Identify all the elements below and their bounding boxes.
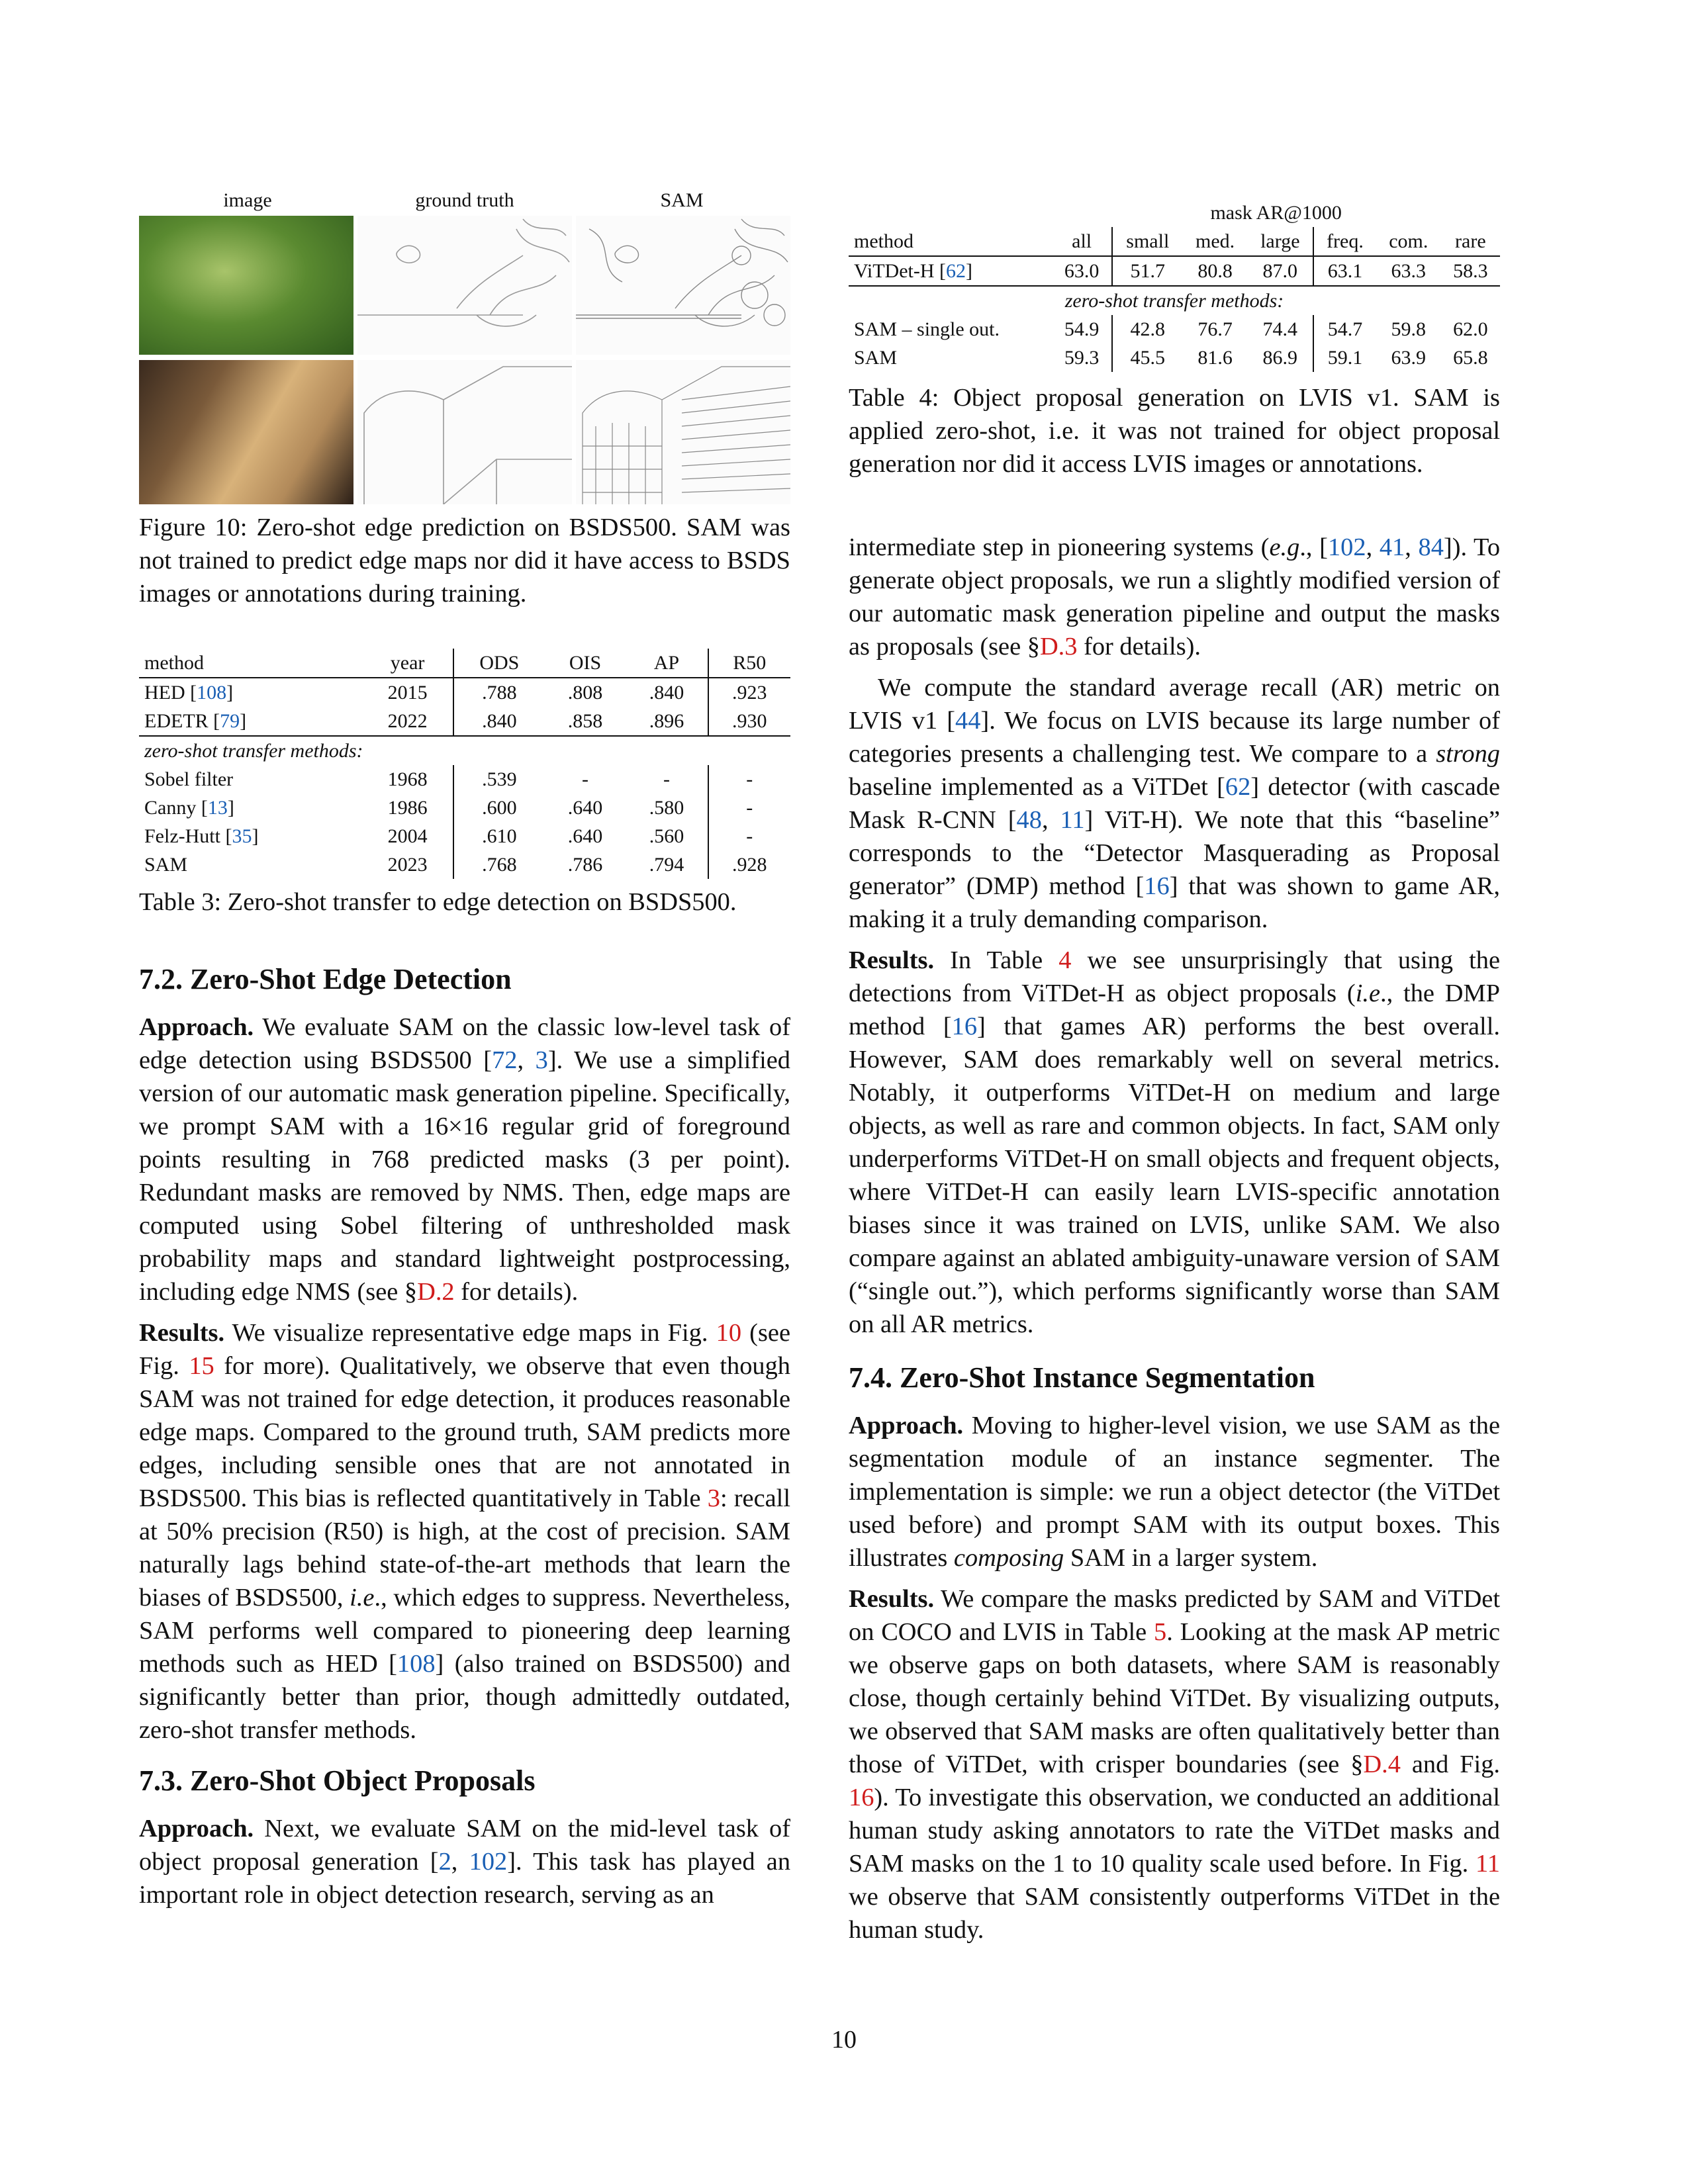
- table-cell-method: Sobel filter: [144, 768, 234, 790]
- table-cell: .560: [649, 825, 684, 847]
- table-cell: .610: [453, 822, 545, 850]
- table-header-cell: all: [1072, 230, 1092, 252]
- table-header-cell: R50: [708, 649, 790, 678]
- citation-link[interactable]: 13: [207, 796, 228, 819]
- building-photo: [139, 360, 353, 504]
- citation-link[interactable]: 41: [1379, 533, 1405, 561]
- plant-photo: [139, 216, 353, 355]
- table-3-caption: Table 3: Zero-shot transfer to edge detection on BSDS500.: [139, 888, 737, 916]
- table-cell: .930: [708, 707, 790, 736]
- table-cell: 63.3: [1376, 256, 1441, 286]
- citation-link[interactable]: 35: [232, 825, 252, 847]
- building-sam-edges: [576, 360, 790, 504]
- figure-header-sam: SAM: [660, 189, 704, 211]
- paragraph-7-4-approach: Approach. Moving to higher-level vision, we use SAM as the segmentation module of an instance segmenter. The implementation is simple: we run a object detector (the ViTDet used before) and prompt SAM with its output boxes. This illustrates composing SAM in a larger system.: [849, 1412, 1500, 1572]
- citation-link[interactable]: 108: [397, 1650, 436, 1678]
- figure-header-image: image: [223, 189, 272, 211]
- table-cell: 54.7: [1313, 315, 1376, 343]
- citation-link[interactable]: 108: [197, 681, 227, 704]
- table-header-cell: freq.: [1313, 227, 1376, 256]
- figure-link[interactable]: 10: [716, 1319, 742, 1347]
- table-cell: 54.9: [1064, 318, 1100, 340]
- figure-link[interactable]: 15: [189, 1352, 214, 1380]
- table-header-cell: rare: [1455, 230, 1486, 252]
- citation-link[interactable]: 102: [1327, 533, 1366, 561]
- table-header-row: [849, 227, 1500, 256]
- table-header-cell: com.: [1389, 230, 1429, 252]
- table-row: [849, 343, 1500, 372]
- table-4: [849, 199, 1500, 480]
- table-cell: 63.0: [1052, 256, 1112, 286]
- table-cell-method: SAM – single out.: [854, 318, 1000, 340]
- table-cell: 42.8: [1112, 315, 1183, 343]
- table-link[interactable]: 5: [1154, 1618, 1167, 1646]
- paragraph-7-4-results: Results. We compare the masks predicted by SAM and ViTDet on COCO and LVIS in Table 5. Looking at the mask AP metric we observe gaps on both datasets, where SAM is reasonably close, though certainly behind ViTDet. By visualizing outputs, we observed that SAM masks are often qualitatively better than those of ViTDet, with crisper boundaries (see §D.4 and Fig. 16). To investigate this observation, we conducted an additional human study asking annotators to rate the ViTDet masks and SAM masks on the 1 to 10 quality scale used before. In Fig. 11 we observe that SAM consistently outperforms ViTDet in the human study.: [849, 1585, 1501, 1944]
- figure-10-caption: Figure 10: Zero-shot edge prediction on BSDS500. SAM was not trained to predict edge maps nor did it have access to BSDS images or annotations during training.: [139, 514, 790, 608]
- paragraph-7-2-results: Results. We visualize representative edge maps in Fig. 10 (see Fig. 15 for more). Qualitatively, we observe that even though SAM was not trained for edge detection, it produces reasonable edge maps. Compared to the ground truth, SAM predicts more edges, including sensible ones that are not annotated in BSDS500. This bias is reflected quantitatively in Table 3: recall at 50% precision (R50) is high, at the cost of precision. SAM naturally lags behind state-of-the-art methods that learn the biases of BSDS500, i.e., which edges to suppress. Nevertheless, SAM performs well compared to pioneering deep learning methods such as HED [108] (also trained on BSDS500) and significantly better than prior, though admittedly outdated, zero-shot transfer methods.: [139, 1319, 790, 1744]
- paragraph-ar-metric: We compute the standard average recall (AR) metric on LVIS v1 [44]. We focus on LVIS because its large number of categories presents a challenging test. We compare to a strong baseline implemented as a ViTDet [62] detector (with cascade Mask R-CNN [48, 11] ViT-H). We note that this “baseline” corresponds to the “Detector Masquerading as Proposal generator” (DMP) method [16] that was shown to game AR, making it a truly demanding comparison.: [849, 674, 1500, 933]
- table-cell: -: [708, 822, 790, 850]
- figure-link[interactable]: 16: [849, 1784, 874, 1811]
- table-cell-method: SAM: [854, 346, 898, 369]
- citation-link[interactable]: 2: [438, 1848, 451, 1876]
- table-link[interactable]: 4: [1058, 946, 1072, 974]
- paragraph-7-3-approach: Approach. Next, we evaluate SAM on the mid-level task of object proposal generation [2, 102]. This task has played an important role in object detection research, serving as an: [139, 1815, 791, 1909]
- figure-link[interactable]: 11: [1476, 1850, 1500, 1878]
- citation-link[interactable]: 16: [1144, 872, 1170, 900]
- table-cell: 80.8: [1183, 256, 1248, 286]
- table-cell: -: [708, 765, 790, 794]
- table-cell: 2022: [387, 709, 428, 732]
- table-header-row: [139, 649, 790, 678]
- table-header-cell: ODS: [453, 649, 545, 678]
- table-cell: 1986: [387, 796, 428, 819]
- table-cell: .580: [649, 796, 684, 819]
- table-cell: 76.7: [1197, 318, 1233, 340]
- table-cell-method: HED [108]: [139, 678, 362, 707]
- citation-link[interactable]: 16: [951, 1013, 978, 1040]
- table-cell: 59.1: [1313, 343, 1376, 372]
- table-cell: .768: [453, 850, 545, 879]
- plant-ground-truth-edges: [357, 216, 572, 355]
- table-cell: .640: [567, 825, 603, 847]
- table-row: [139, 707, 790, 736]
- table-cell-method: ViTDet-H [62]: [849, 256, 1052, 286]
- citation-link[interactable]: 102: [469, 1848, 508, 1876]
- appendix-link[interactable]: D.3: [1039, 633, 1078, 660]
- table-row: [139, 678, 790, 707]
- table-cell: .896: [649, 709, 684, 732]
- table-cell: 74.4: [1262, 318, 1298, 340]
- right-column: [849, 185, 1500, 1954]
- table-row: [139, 765, 790, 794]
- table-cell: .640: [567, 796, 603, 819]
- table-cell: 2023: [387, 853, 428, 876]
- table-row: [849, 315, 1500, 343]
- citation-link[interactable]: 44: [955, 707, 981, 735]
- table-group-label: zero-shot transfer methods:: [139, 736, 790, 765]
- citation-link[interactable]: 84: [1418, 533, 1444, 561]
- paragraph-7-2-approach: Approach. We evaluate SAM on the classic low-level task of edge detection using BSDS500 [72, 3]. We use a simplified version of our automatic mask generation pipeline. Specifically, we prompt SAM with a 16×16 regular grid of foreground points resulting in 768 predicted masks (3 per point). Redundant masks are removed by NMS. Then, edge maps are computed using Sobel filtering of unthresholded mask probability maps and standard lightweight postprocessing, including edge NMS (see §D.2 for details).: [139, 1013, 790, 1306]
- table-cell: .600: [453, 794, 545, 822]
- table-group-row: [139, 736, 790, 765]
- appendix-link[interactable]: D.2: [417, 1278, 455, 1306]
- section-heading-7-4: 7.4. Zero-Shot Instance Segmentation: [849, 1361, 1315, 1394]
- table-link[interactable]: 3: [707, 1484, 720, 1512]
- table-cell: 62.0: [1453, 318, 1488, 340]
- table-cell: 87.0: [1248, 256, 1314, 286]
- table-3: [139, 649, 790, 919]
- building-ground-truth-edges: [357, 360, 572, 504]
- table-cell: .794: [649, 853, 684, 876]
- table-group-label: zero-shot transfer methods:: [849, 286, 1500, 315]
- table-4-grid: [849, 199, 1500, 372]
- table-header-cell: OIS: [569, 651, 602, 674]
- table-cell: -: [663, 768, 670, 790]
- section-heading-7-3: 7.3. Zero-Shot Object Proposals: [139, 1764, 536, 1797]
- figure-10-headers: [139, 185, 790, 216]
- table-4-caption: Table 4: Object proposal generation on LVIS v1. SAM is applied zero-shot, i.e. it was not trained for object proposal generation nor did it access LVIS images or annotations.: [849, 384, 1500, 478]
- table-cell-method: SAM: [144, 853, 188, 876]
- citation-link[interactable]: 48: [1016, 806, 1042, 834]
- table-cell: 2015: [362, 678, 453, 707]
- citation-link[interactable]: 72: [492, 1046, 518, 1074]
- table-cell: 59.8: [1391, 318, 1427, 340]
- table-cell: .928: [708, 850, 790, 879]
- appendix-link[interactable]: D.4: [1363, 1751, 1401, 1778]
- page-number: 10: [831, 2026, 857, 2054]
- paragraph-proposals-continued: intermediate step in pioneering systems (e.g., [102, 41, 84]). To generate object proposals, we run a slightly modified version of our automatic mask generation pipeline and output the masks as proposals (see §D.3 for details).: [849, 533, 1501, 660]
- table-cell: .788: [453, 678, 545, 707]
- table-cell: 58.3: [1441, 256, 1500, 286]
- citation-link[interactable]: 62: [946, 259, 966, 282]
- left-column: [139, 185, 790, 1919]
- table-header-cell: method: [854, 230, 914, 252]
- table-header-cell: large: [1260, 230, 1300, 252]
- table-header-cell: med.: [1196, 230, 1235, 252]
- table-cell: 1968: [387, 768, 428, 790]
- table-super-header-row: [849, 199, 1500, 227]
- table-cell: 63.1: [1313, 256, 1376, 286]
- figure-header-ground-truth: ground truth: [415, 189, 514, 211]
- table-cell: 65.8: [1453, 346, 1488, 369]
- table-row: [139, 850, 790, 879]
- citation-link[interactable]: 11: [1060, 806, 1085, 834]
- citation-link[interactable]: 3: [535, 1046, 548, 1074]
- table-cell: .840: [626, 678, 708, 707]
- table-cell: 45.5: [1112, 343, 1183, 372]
- paragraph-7-3-results: Results. In Table 4 we see unsurprisingly that using the detections from ViTDet-H as object proposals (i.e., the DMP method [16] that games AR) performs the best overall. However, SAM does remarkably well on several metrics. Notably, it outperforms ViTDet-H on medium and large objects, as well as rare and common objects. In fact, SAM only underperforms ViTDet-H on small objects and frequent objects, where ViTDet-H can easily learn LVIS-specific annotation biases since it was trained on LVIS, unlike SAM. We also compare against an ablated ambiguity-unaware version of SAM (“single out.”), which performs significantly worse than SAM on all AR metrics.: [849, 946, 1500, 1338]
- table-cell: .858: [567, 709, 603, 732]
- table-cell: .923: [708, 678, 790, 707]
- table-cell: 63.9: [1391, 346, 1427, 369]
- table-cell: .539: [453, 765, 545, 794]
- table-cell-method: Felz-Hutt [35]: [144, 825, 259, 847]
- table-cell-method: EDETR [79]: [144, 709, 247, 732]
- table-cell: 81.6: [1197, 346, 1233, 369]
- citation-link[interactable]: 62: [1225, 773, 1251, 801]
- table-header-cell: AP: [653, 651, 680, 674]
- table-cell: .808: [545, 678, 626, 707]
- table-cell: .786: [567, 853, 603, 876]
- section-heading-7-2: 7.2. Zero-Shot Edge Detection: [139, 963, 512, 995]
- table-header-cell: method: [144, 651, 204, 674]
- plant-sam-edges: [576, 216, 790, 355]
- table-3-grid: [139, 649, 790, 879]
- table-cell: -: [708, 794, 790, 822]
- table-header-cell: small: [1112, 227, 1183, 256]
- table-cell: 51.7: [1112, 256, 1183, 286]
- table-cell: 86.9: [1262, 346, 1298, 369]
- table-cell: 2004: [387, 825, 428, 847]
- table-row: [139, 822, 790, 850]
- table-cell: -: [582, 768, 588, 790]
- table-cell: 59.3: [1064, 346, 1100, 369]
- table-header-cell: year: [390, 651, 425, 674]
- figure-10: [139, 185, 790, 610]
- table-row: [849, 256, 1500, 286]
- table-cell: .840: [453, 707, 545, 736]
- figure-10-grid: [139, 216, 790, 504]
- citation-link[interactable]: 79: [220, 709, 240, 732]
- table-super-header: mask AR@1000: [1210, 201, 1342, 224]
- table-row: [139, 794, 790, 822]
- table-group-row: [849, 286, 1500, 315]
- table-cell-method: Canny [13]: [144, 796, 234, 819]
